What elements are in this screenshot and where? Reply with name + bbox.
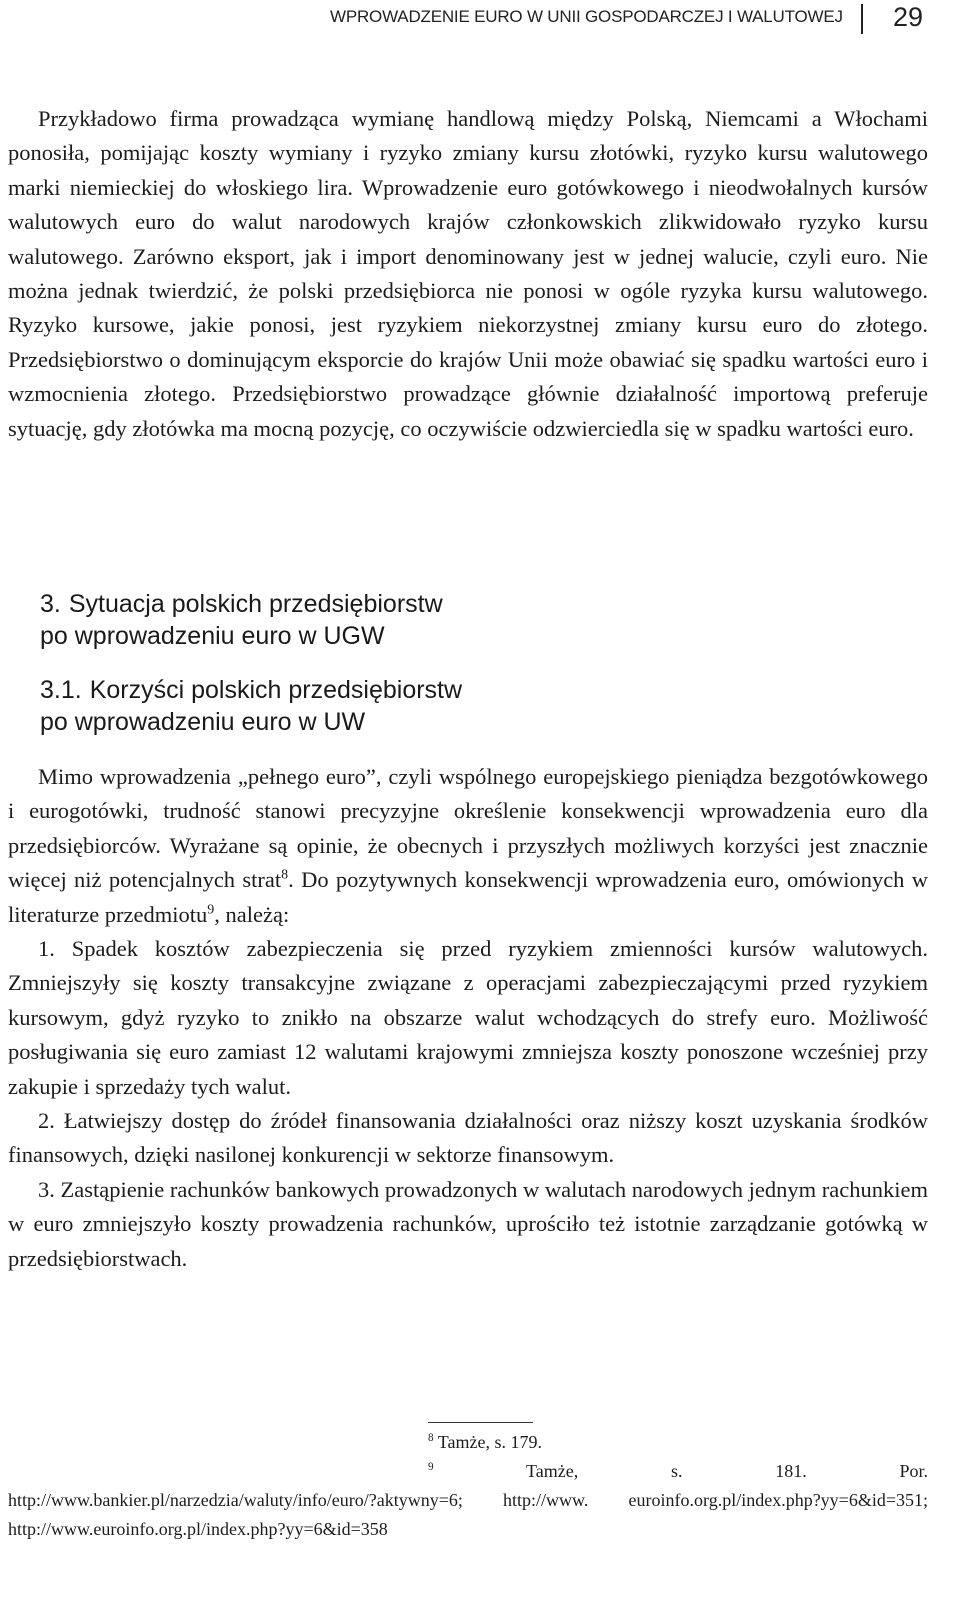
subsection-heading-line1: [40, 674, 462, 706]
body-text-part2: . Do pozytywnych konsekwencji wprowadzenia euro, omówionych w literaturze przedmiotu: [8, 867, 929, 927]
footnote-marker-8: 8: [428, 1432, 434, 1444]
footnote-ref-9[interactable]: 9: [207, 902, 215, 918]
section-title-line1: Sytuacja polskich przedsiębiorstw: [68, 590, 443, 618]
section-title-line2: po wprowadzeniu euro w UGW: [40, 622, 385, 650]
section-heading-line1: [40, 588, 443, 620]
footnote-8: [8, 1428, 928, 1457]
footnotes: [8, 1428, 928, 1544]
list-item: 2. Łatwiejszy dostęp do źródeł finansowania działalności oraz niższy koszt uzyskania środków finansowych, dzięki nasilonej konkurencji w sektorze finansowym.: [8, 1108, 928, 1168]
footnote-9: [8, 1457, 928, 1544]
body-section: [8, 760, 928, 1276]
page-number: 29: [893, 2, 924, 32]
footnote-marker-9: 9: [428, 1461, 434, 1473]
running-header: WPROWADZENIE EURO W UNII GOSPODARCZEJ I WALUTOWEJ: [330, 7, 843, 26]
footnote-separator: [428, 1422, 533, 1423]
subsection-title-line1: Korzyści polskich przedsiębiorstw: [89, 676, 463, 704]
section-number: 3.: [40, 590, 61, 618]
body-text-part1: Mimo wprowadzenia „pełnego euro”, czyli wspólnego europejskiego pieniądza bezgotówkowego i eurogotówki, trudność stanowi precyzyjne określenie konsekwencji wprowadzenia euro dla przedsiębiorców. Wyrażane są opinie, że obecnych i przyszłych możliwych korzyści jest znacznie więcej niż potencjalnych strat: [8, 764, 928, 893]
section-heading: [40, 588, 443, 652]
footnote-ref-8[interactable]: 8: [281, 867, 289, 883]
subsection-number: 3.1.: [40, 676, 82, 704]
intro-section: [8, 102, 928, 446]
footnote-9-text: Tamże, s. 181. Por. http://www.bankier.pl/narzedzia/waluty/info/euro/?aktywny=6; http://www. euroinfo.org.pl/index.php?yy=6&id=351; http://www.euroinfo.org.pl/index.php?yy=6&id=358: [8, 1461, 928, 1539]
subsection-heading: [40, 674, 462, 738]
header-divider: [861, 4, 863, 34]
list-item: 1. Spadek kosztów zabezpieczenia się przed ryzykiem zmienności kursów walutowych. Zmniejszyły się koszty transakcyjne związane z operacjami zabezpieczającymi przed ryzykiem kursowym, gdyż ryzyko to znikło na obszarze walut wchodzących do strefy euro. Możliwość posługiwania się euro zamiast 12 walutami krajowymi zmniejsza koszty ponoszone wcześniej przy zakupie i sprzedaży tych walut.: [8, 936, 928, 1099]
body-text-part3: , należą:: [214, 901, 290, 927]
subsection-title-line2: po wprowadzeniu euro w UW: [40, 708, 366, 736]
list-item: 3. Zastąpienie rachunków bankowych prowadzonych w walutach narodowych jednym rachunkiem w euro zmniejszyło koszty prowadzenia rachunków, uprościło też istotnie zarządzanie gotówką w przedsiębiorstwach.: [8, 1176, 928, 1271]
body-paragraph: [8, 760, 928, 932]
intro-paragraph: Przykładowo firma prowadząca wymianę handlową między Polską, Niemcami a Włochami ponosiła, pomijając koszty wymiany i ryzyko zmiany kursu złotówki, ryzyko kursu walutowego marki niemieckiej do włoskiego lira. Wprowadzenie euro gotówkowego i nieodwołalnych kursów walutowych euro do walut narodowych krajów członkowskich zlikwidowało ryzyko kursu walutowego. Zarówno eksport, jak i import denominowany jest w jednej walucie, czyli euro. Nie można jednak twierdzić, że polski przedsiębiorca nie ponosi w ogóle ryzyka kursu walutowego. Ryzyko kursowe, jakie ponosi, jest ryzykiem niekorzystnej zmiany kursu euro do złotego. Przedsiębiorstwo o dominującym eksporcie do krajów Unii może obawiać się spadku wartości euro i wzmocnienia złotego. Przedsiębiorstwo prowadzące głównie działalność importową preferuje sytuację, gdy złotówka ma mocną pozycję, co oczywiście odzwierciedla się w spadku wartości euro.: [8, 106, 928, 441]
footnote-8-text: Tamże, s. 179.: [437, 1432, 542, 1452]
